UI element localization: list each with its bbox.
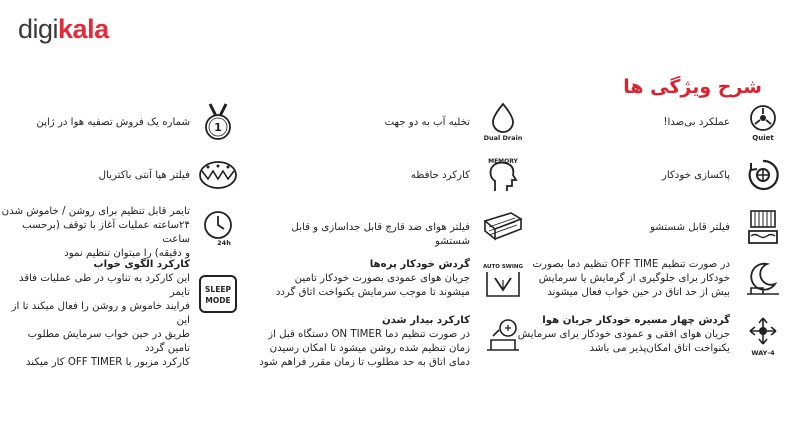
feature-24h-timer [1, 205, 252, 259]
auto-swing-icon-label: AUTO SWING [482, 264, 524, 270]
feature-antifungal-filter-text: فیلتر هوای ضد قارچ قابل جداسازی و قابل شستشو [291, 222, 470, 247]
dual-drain-icon-label: Dual Drain [483, 134, 523, 142]
feature-24h-timer-text: تایمر قابل تنظیم برای روشن / خاموش شدن ۲۴ساعته عملیات آغاز با توقف (برحسب ساعت و دقیقه) را میتوان تنظیم نمود [1, 206, 190, 259]
feature-quiet [540, 100, 785, 150]
feature-auto-swing-title: گردش خودکار پره‌ها [369, 259, 470, 270]
features-heading: شرح ویژگی ها [623, 76, 762, 98]
award-medal-icon [196, 100, 240, 144]
antibacterial-filter-icon [196, 153, 240, 197]
sleep-mode-icon-label-1: SLEEP [205, 285, 231, 294]
dual-drain-icon [481, 100, 525, 144]
feature-memory-text: کارکرد حافظه [410, 170, 470, 181]
feature-quiet-text: عملکرد بی‌صدا! [663, 117, 730, 128]
quiet-operation-icon [741, 100, 785, 144]
feature-sleep-timer-text: در صورت تنظیم OFF TIME تنظیم دما بصورت خودکار برای جلوگیری از گرمایش یا سرمایش بیش از حد اتاق در حین خواب فعال میشوند [532, 259, 730, 298]
wake-up-icon [481, 314, 525, 358]
antifungal-filter-icon [481, 205, 525, 249]
feature-sleep-mode [10, 258, 262, 368]
sleep-mode-icon [196, 272, 240, 316]
feature-wake-up [259, 314, 525, 374]
digikala-logo[interactable]: digikala [18, 14, 109, 44]
sleep-timer-icon [741, 258, 785, 302]
feature-dual-drain-text: تخلیه آب به دو جهت [384, 117, 470, 128]
feature-auto-clean [540, 153, 785, 203]
feature-four-way-text: جریان هوای افقی و عمودی خودکار برای سرمایش یکنواخت اتاق امکان‌پذیر می باشد [517, 329, 730, 354]
feature-four-way-title: گردش چهار مسیره خودکار جریان هوا [542, 315, 730, 326]
memory-icon-label: MEMORY [488, 158, 518, 165]
award-icon-label: 1 [214, 121, 222, 134]
feature-sleep-timer [532, 258, 785, 308]
feature-sleep-mode-text: این کارکرد به تناوب در طی عملیات فاقد تایمر فرایند خاموش و روشن را فعال میکند تا از این طریق در حین خواب سرمایش مطلوب تامین گردد کارکرد مزبور با OFF TIMER کار میکند [11, 273, 190, 368]
feature-wake-up-text: در صورت تنظیم دما ON TIMER دستگاه قبل از زمان تنظیم شده روشن میشود تا امکان رسیدن دمای اتاق به حد مطلوب تا زمان مقرر فراهم شود [259, 329, 470, 368]
timer-icon-label: 24h [217, 239, 231, 247]
feature-antifungal-filter [270, 205, 525, 255]
feature-memory [270, 153, 525, 203]
24h-timer-icon [196, 205, 240, 249]
feature-wake-up-title: کارکرد بیدار شدن [381, 315, 470, 326]
feature-award [10, 100, 252, 150]
four-way-icon-label: 4-WAY [751, 349, 775, 357]
feature-auto-clean-text: پاکسازی خودکار [661, 170, 730, 181]
feature-sleep-mode-title: کارکرد الگوی خواب [93, 259, 190, 270]
memory-icon [481, 153, 525, 197]
feature-antibacterial-filter [10, 153, 252, 203]
feature-dual-drain [270, 100, 525, 150]
feature-auto-swing-text: جریان هوای عمودی بصورت خودکار تامین میشوند تا موجب سرمایش یکنواخت اتاق گردد [275, 273, 470, 298]
feature-four-way-airflow [517, 314, 785, 369]
feature-antibacterial-filter-text: فیلتر هپا آنتی باکتریال [98, 170, 190, 181]
feature-washable-filter-text: فیلتر قابل شستشو [649, 222, 730, 233]
feature-auto-swing [270, 258, 525, 308]
sleep-mode-icon-label-2: MODE [205, 296, 231, 305]
four-way-airflow-icon [741, 314, 785, 358]
washable-filter-icon [741, 205, 785, 249]
feature-washable-filter [540, 205, 785, 255]
auto-swing-icon [481, 258, 525, 302]
auto-clean-icon [741, 153, 785, 197]
quiet-icon-label: Quiet [752, 134, 774, 142]
feature-award-text: شماره یک فروش تصفیه هوا در ژاپن [36, 117, 190, 128]
